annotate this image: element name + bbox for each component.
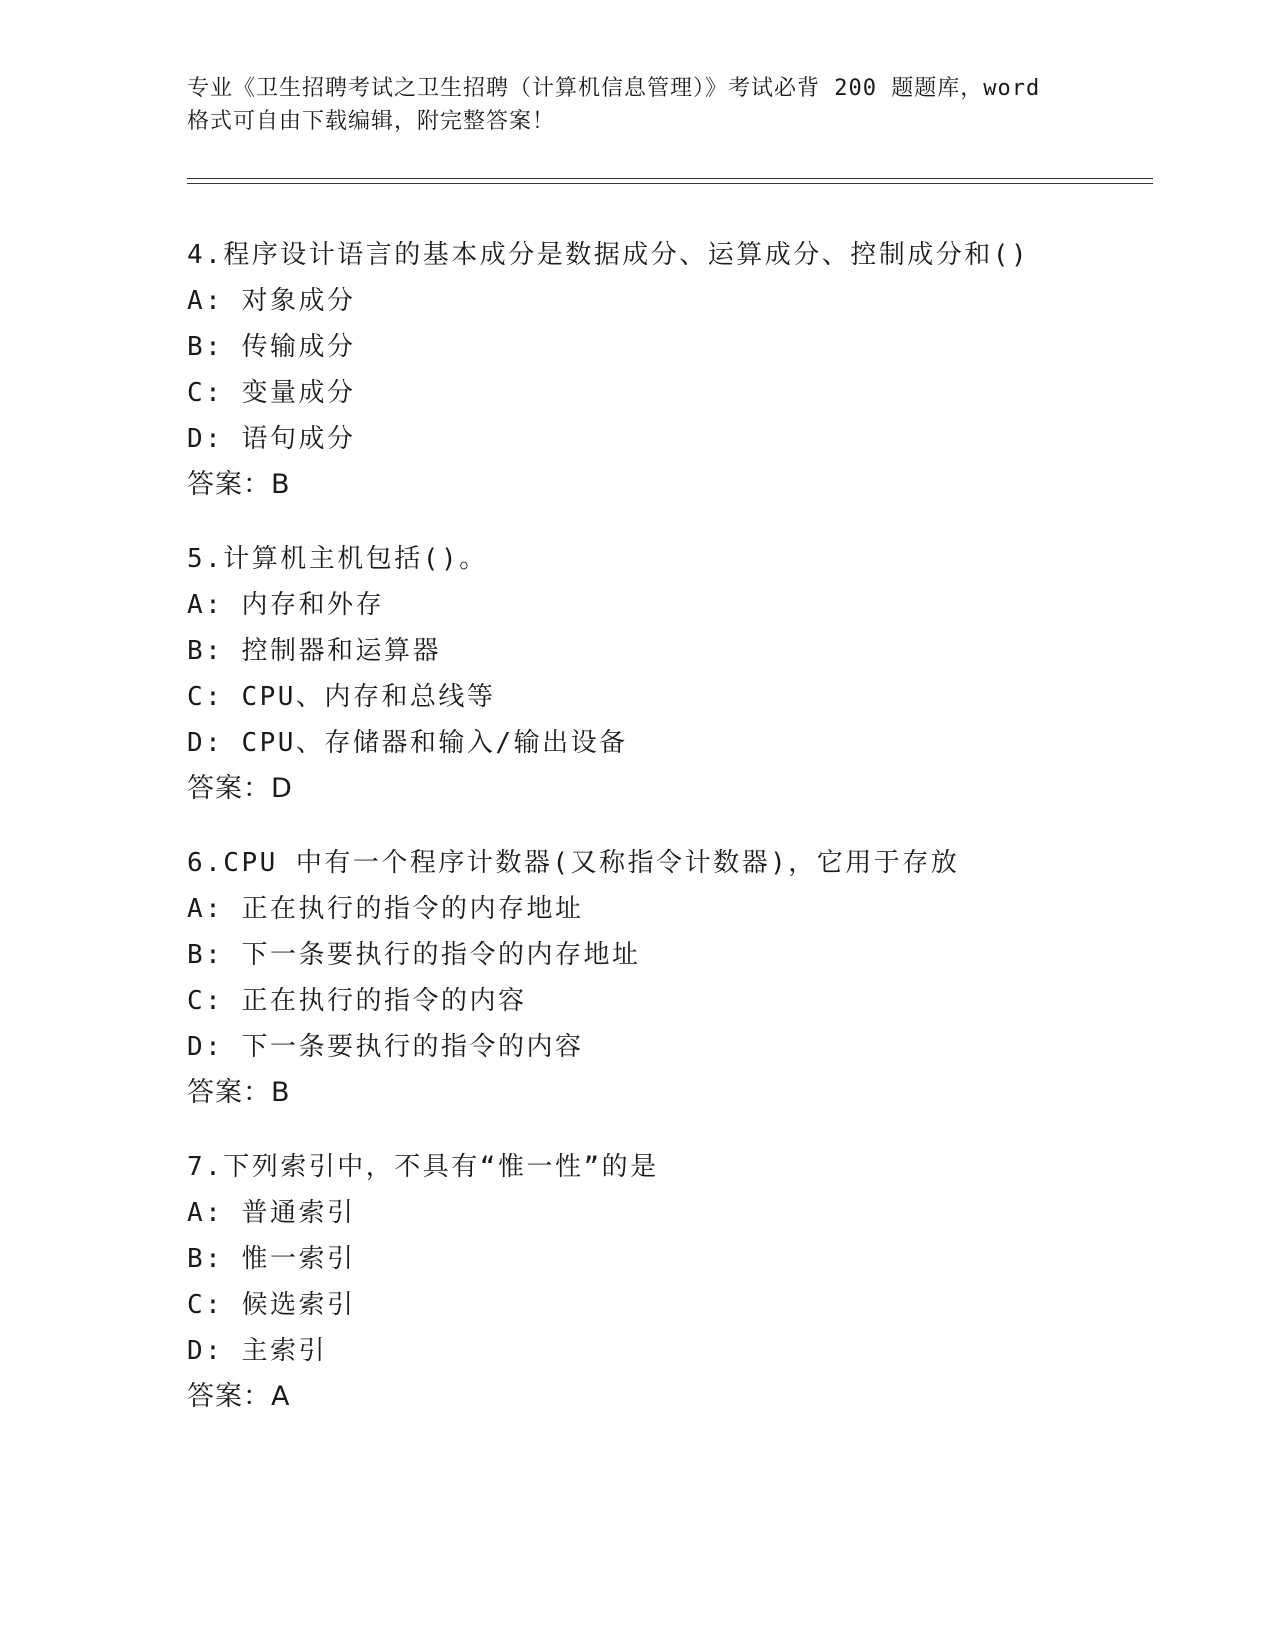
option-d: D: 下一条要执行的指令的内容: [187, 1032, 584, 1062]
answer-line: 答案：B: [187, 469, 291, 500]
answer-line: 答案：A: [187, 1381, 291, 1412]
header-divider-top: [187, 178, 1153, 179]
question-4: [187, 232, 1147, 508]
question-6: [187, 840, 1147, 1116]
question-stem: 5.计算机主机包括()。: [187, 544, 488, 574]
question-7: [187, 1144, 1147, 1420]
option-b: B: 下一条要执行的指令的内存地址: [187, 940, 641, 970]
option-b: B: 传输成分: [187, 332, 356, 362]
option-b: B: 控制器和运算器: [187, 636, 441, 666]
option-c: C: 变量成分: [187, 378, 356, 408]
option-c: C: 正在执行的指令的内容: [187, 986, 527, 1016]
question-5: [187, 536, 1147, 812]
option-a: A: 正在执行的指令的内存地址: [187, 894, 584, 924]
answer-line: 答案：B: [187, 1077, 291, 1108]
document-header: [187, 72, 1107, 138]
question-stem: 4.程序设计语言的基本成分是数据成分、运算成分、控制成分和(): [187, 240, 1030, 270]
header-line-2: 格式可自由下载编辑，附完整答案！: [187, 109, 556, 134]
header-divider-bottom: [187, 183, 1153, 184]
option-a: A: 内存和外存: [187, 590, 384, 620]
option-a: A: 对象成分: [187, 286, 356, 316]
question-stem: 6.CPU 中有一个程序计数器(又称指令计数器)，它用于存放: [187, 848, 960, 878]
option-d: D: 语句成分: [187, 424, 356, 454]
option-c: C: CPU、内存和总线等: [187, 682, 496, 712]
header-line-1: 专业《卫生招聘考试之卫生招聘（计算机信息管理）》考试必背 200 题题库，word: [187, 76, 1041, 101]
answer-line: 答案：D: [187, 773, 293, 804]
option-a: A: 普通索引: [187, 1198, 356, 1228]
question-stem: 7.下列索引中，不具有“惟一性”的是: [187, 1152, 659, 1182]
option-d: D: 主索引: [187, 1336, 327, 1366]
option-c: C: 候选索引: [187, 1290, 356, 1320]
question-list: [187, 232, 1147, 1448]
option-b: B: 惟一索引: [187, 1244, 356, 1274]
option-d: D: CPU、存储器和输入/输出设备: [187, 728, 628, 758]
